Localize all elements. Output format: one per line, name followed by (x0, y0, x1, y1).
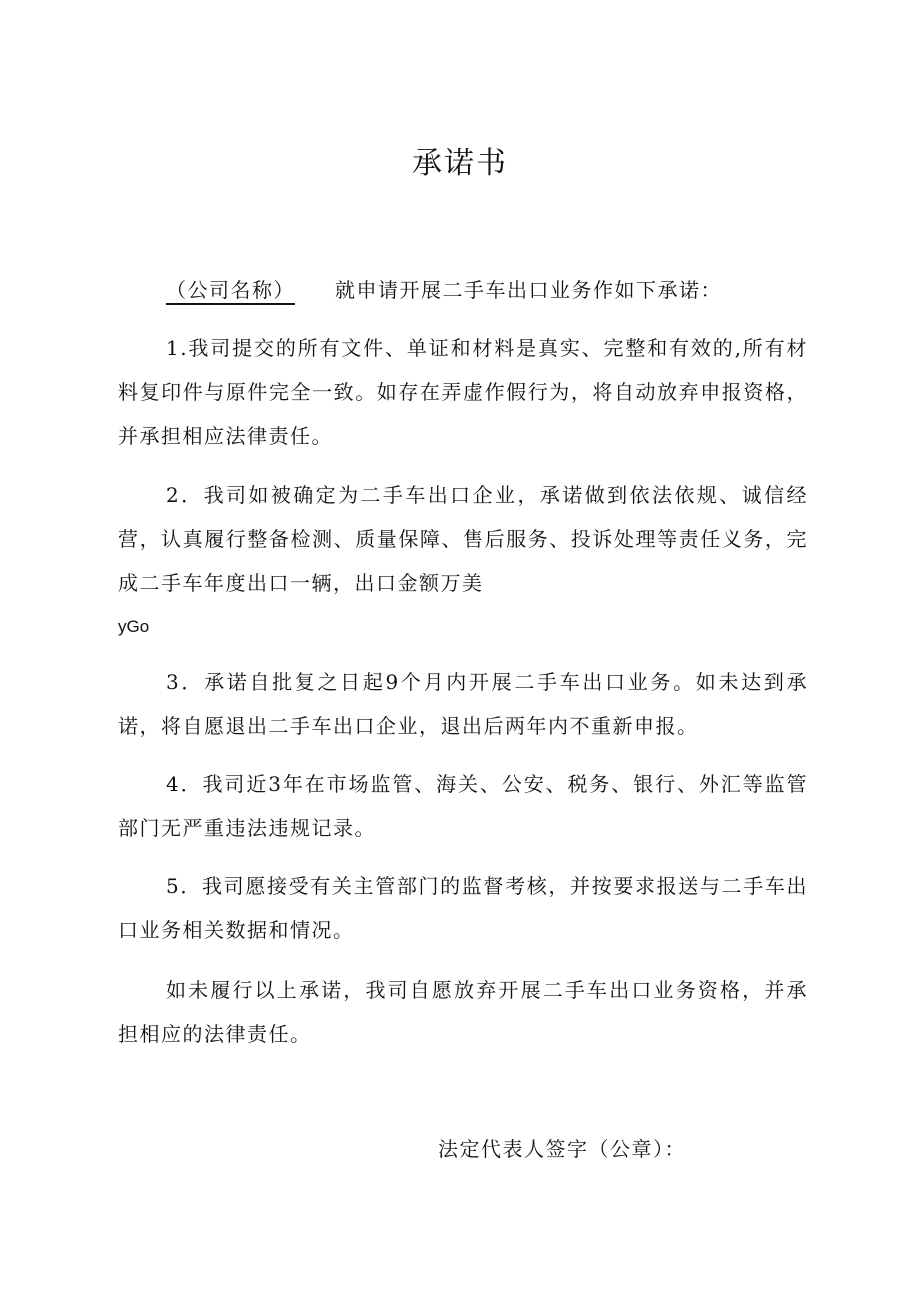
signature-label: 法定代表人签字（公章）： (438, 1137, 686, 1161)
commitment-item-5: 5．我司愿接受有关主管部门的监督考核，并按要求报送与二手车出口业务相关数据和情况。 (118, 874, 808, 942)
company-name-placeholder: （公司名称） (166, 278, 295, 302)
opening-text: 就申请开展二手车出口业务作如下承诺： (335, 278, 722, 302)
opening-line (118, 268, 808, 312)
commitment-item-2: 2．我司如被确定为二手车出口企业，承诺做到依法依规、诚信经营，认真履行整备检测、质量保障、售后服务、投诉处理等责任义务，完成二手车年度出口一辆，出口金额万美 (118, 483, 808, 595)
document-title: 承诺书 (412, 146, 508, 181)
commitment-item-1: 1.我司提交的所有文件、单证和材料是真实、完整和有效的,所有材料复印件与原件完全一致。如存在弄虚作假行为，将自动放弃申报资格，并承担相应法律责任。 (118, 336, 808, 448)
commitment-item-3: 3．承诺自批复之日起9个月内开展二手车出口业务。如未达到承诺，将自愿退出二手车出口企业，退出后两年内不重新申报。 (118, 670, 808, 738)
stray-text: yGo (118, 617, 150, 636)
commitment-item-4: 4．我司近3年在市场监管、海关、公安、税务、银行、外汇等监管部门无严重违法违规记录。 (118, 772, 808, 840)
closing-statement: 如未履行以上承诺，我司自愿放弃开展二手车出口业务资格，并承担相应的法律责任。 (118, 978, 808, 1046)
